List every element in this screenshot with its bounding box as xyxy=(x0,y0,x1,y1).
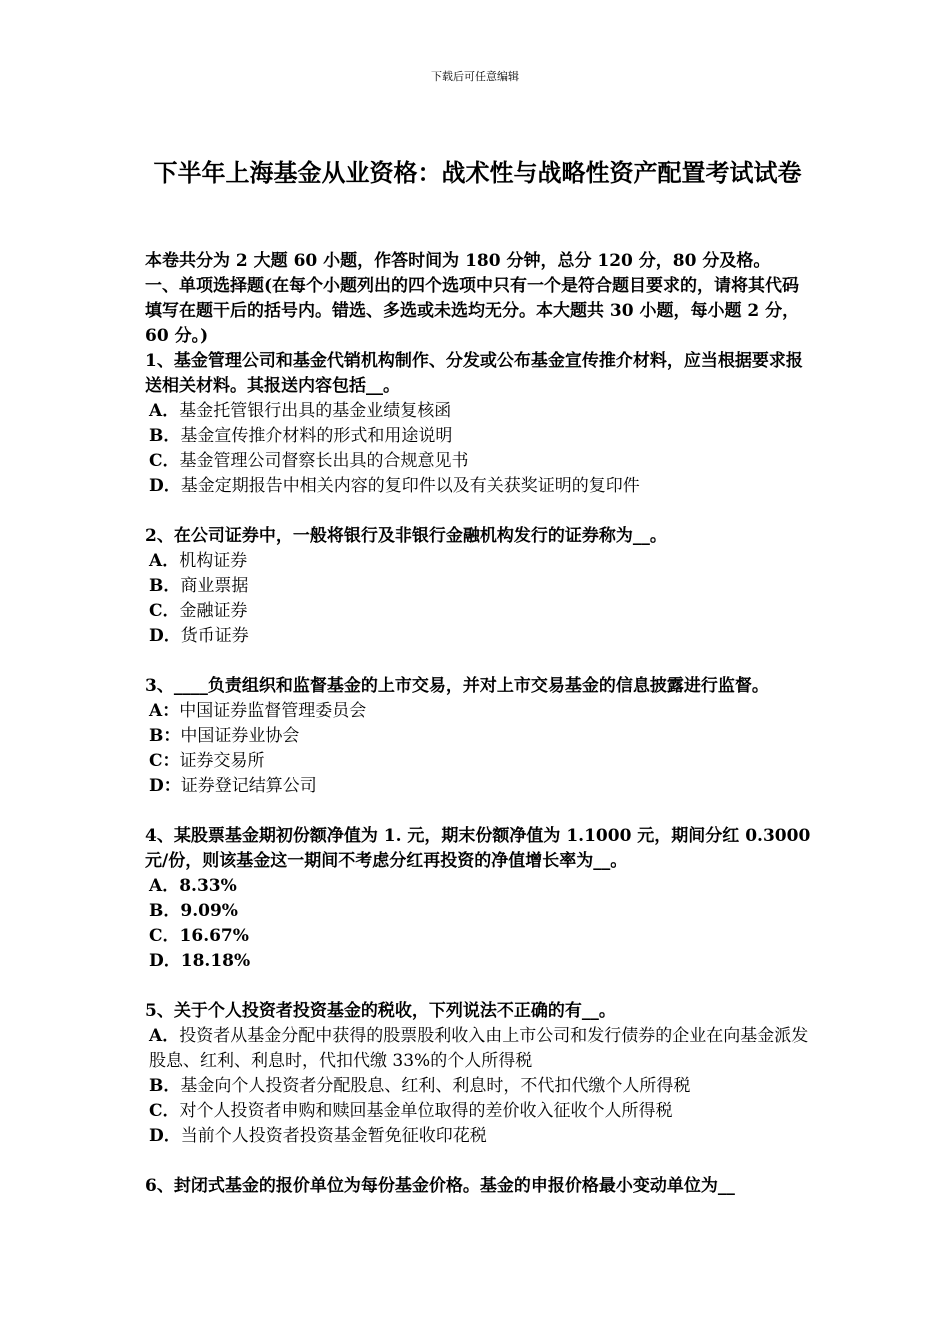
question-gap xyxy=(145,1149,815,1174)
option-list xyxy=(145,1024,815,1149)
option-letter: B： xyxy=(149,726,181,746)
option-letter: D． xyxy=(149,951,181,971)
option-c xyxy=(145,924,815,949)
option-d xyxy=(145,474,815,499)
question-gap xyxy=(145,649,815,674)
option-list xyxy=(145,874,815,974)
option-letter: C． xyxy=(149,601,180,621)
option-letter: A． xyxy=(149,1026,180,1046)
option-a xyxy=(145,399,815,424)
option-b xyxy=(145,574,815,599)
option-letter: A： xyxy=(149,701,180,721)
document-body xyxy=(145,249,815,1199)
option-text: 基金宣传推介材料的形式和用途说明 xyxy=(180,426,453,446)
option-c xyxy=(145,599,815,624)
option-text: 基金定期报告中相关内容的复印件以及有关获奖证明的复印件 xyxy=(180,476,640,496)
option-letter: A． xyxy=(149,876,180,896)
option-a xyxy=(145,549,815,574)
question-5 xyxy=(145,999,815,1149)
option-letter: B． xyxy=(149,901,181,921)
option-c xyxy=(145,1099,815,1124)
section-instructions: 一、单项选择题(在每个小题列出的四个选项中只有一个是符合题目要求的，请将其代码填写在题干后的括号内。错选、多选或未选均无分。本大题共 30 小题，每小题 2 分，60 分。) xyxy=(145,276,800,346)
option-text: 8.33% xyxy=(179,876,237,896)
question-stem: 3、____负责组织和监督基金的上市交易，并对上市交易基金的信息披露进行监督。 xyxy=(145,676,769,696)
option-b xyxy=(145,899,815,924)
option-b xyxy=(145,724,815,749)
option-letter: B． xyxy=(149,576,181,596)
question-gap xyxy=(145,499,815,524)
option-text: 对个人投资者申购和赎回基金单位取得的差价收入征收个人所得税 xyxy=(179,1101,673,1121)
question-1 xyxy=(145,349,815,499)
question-6 xyxy=(145,1174,815,1199)
option-text: 货币证券 xyxy=(180,626,249,646)
option-text: 基金向个人投资者分配股息、红利、利息时，不代扣代缴个人所得税 xyxy=(180,1076,691,1096)
option-d xyxy=(145,774,815,799)
option-letter: C． xyxy=(149,451,180,471)
option-letter: C． xyxy=(149,926,180,946)
option-letter: C： xyxy=(149,751,180,771)
option-text: 机构证券 xyxy=(179,551,248,571)
option-text: 证券交易所 xyxy=(179,751,265,771)
option-c xyxy=(145,449,815,474)
option-text: 中国证券业协会 xyxy=(180,726,300,746)
question-3 xyxy=(145,674,815,799)
option-text: 投资者从基金分配中获得的股票股利收入由上市公司和发行债券的企业在向基金派发股息、红利、利息时，代扣代缴 33%的个人所得税 xyxy=(149,1026,809,1071)
option-text: 基金托管银行出具的基金业绩复核函 xyxy=(179,401,452,421)
page-title: 下半年上海基金从业资格：战术性与战略性资产配置考试试卷 xyxy=(153,158,802,187)
option-letter: D． xyxy=(149,626,181,646)
question-stem: 2、在公司证券中，一般将银行及非银行金融机构发行的证券称为__。 xyxy=(145,526,667,546)
option-list xyxy=(145,549,815,649)
option-letter: A． xyxy=(149,551,180,571)
header-note: 下载后可任意编辑 xyxy=(431,70,519,83)
option-letter: B． xyxy=(149,426,181,446)
option-d xyxy=(145,624,815,649)
option-letter: B． xyxy=(149,1076,181,1096)
option-text: 基金管理公司督察长出具的合规意见书 xyxy=(179,451,469,471)
option-d xyxy=(145,949,815,974)
question-gap xyxy=(145,974,815,999)
option-letter: A． xyxy=(149,401,180,421)
question-gap xyxy=(145,799,815,824)
option-letter: D． xyxy=(149,476,181,496)
option-text: 金融证券 xyxy=(179,601,248,621)
option-text: 当前个人投资者投资基金暂免征收印花税 xyxy=(180,1126,487,1146)
option-a xyxy=(145,874,815,899)
option-a xyxy=(145,699,815,724)
option-letter: C． xyxy=(149,1101,180,1121)
question-stem: 1、基金管理公司和基金代销机构制作、分发或公布基金宣传推介材料，应当根据要求报送相关材料。其报送内容包括__。 xyxy=(145,351,803,396)
option-text: 商业票据 xyxy=(180,576,249,596)
option-letter: D． xyxy=(149,1126,181,1146)
option-letter: D： xyxy=(149,776,181,796)
question-2 xyxy=(145,524,815,649)
option-text: 中国证券监督管理委员会 xyxy=(179,701,367,721)
option-text: 证券登记结算公司 xyxy=(180,776,317,796)
option-b xyxy=(145,1074,815,1099)
option-text: 16.67% xyxy=(179,926,249,946)
question-stem: 4、某股票基金期初份额净值为 1. 元，期末份额净值为 1.1000 元，期间分红 0.3000 元/份，则该基金这一期间不考虑分红再投资的净值增长率为__。 xyxy=(145,826,811,871)
option-text: 18.18% xyxy=(180,951,251,971)
option-d xyxy=(145,1124,815,1149)
option-list xyxy=(145,699,815,799)
option-text: 9.09% xyxy=(180,901,238,921)
question-4 xyxy=(145,824,815,974)
question-stem: 6、封闭式基金的报价单位为每份基金价格。基金的申报价格最小变动单位为__ xyxy=(145,1176,735,1196)
exam-intro xyxy=(145,249,815,349)
exam-summary: 本卷共分为 2 大题 60 小题，作答时间为 180 分钟，总分 120 分，80 分及格。 xyxy=(145,251,771,271)
option-b xyxy=(145,424,815,449)
question-stem: 5、关于个人投资者投资基金的税收，下列说法不正确的有__。 xyxy=(145,1001,616,1021)
option-a xyxy=(145,1024,815,1074)
option-list xyxy=(145,399,815,499)
option-c xyxy=(145,749,815,774)
